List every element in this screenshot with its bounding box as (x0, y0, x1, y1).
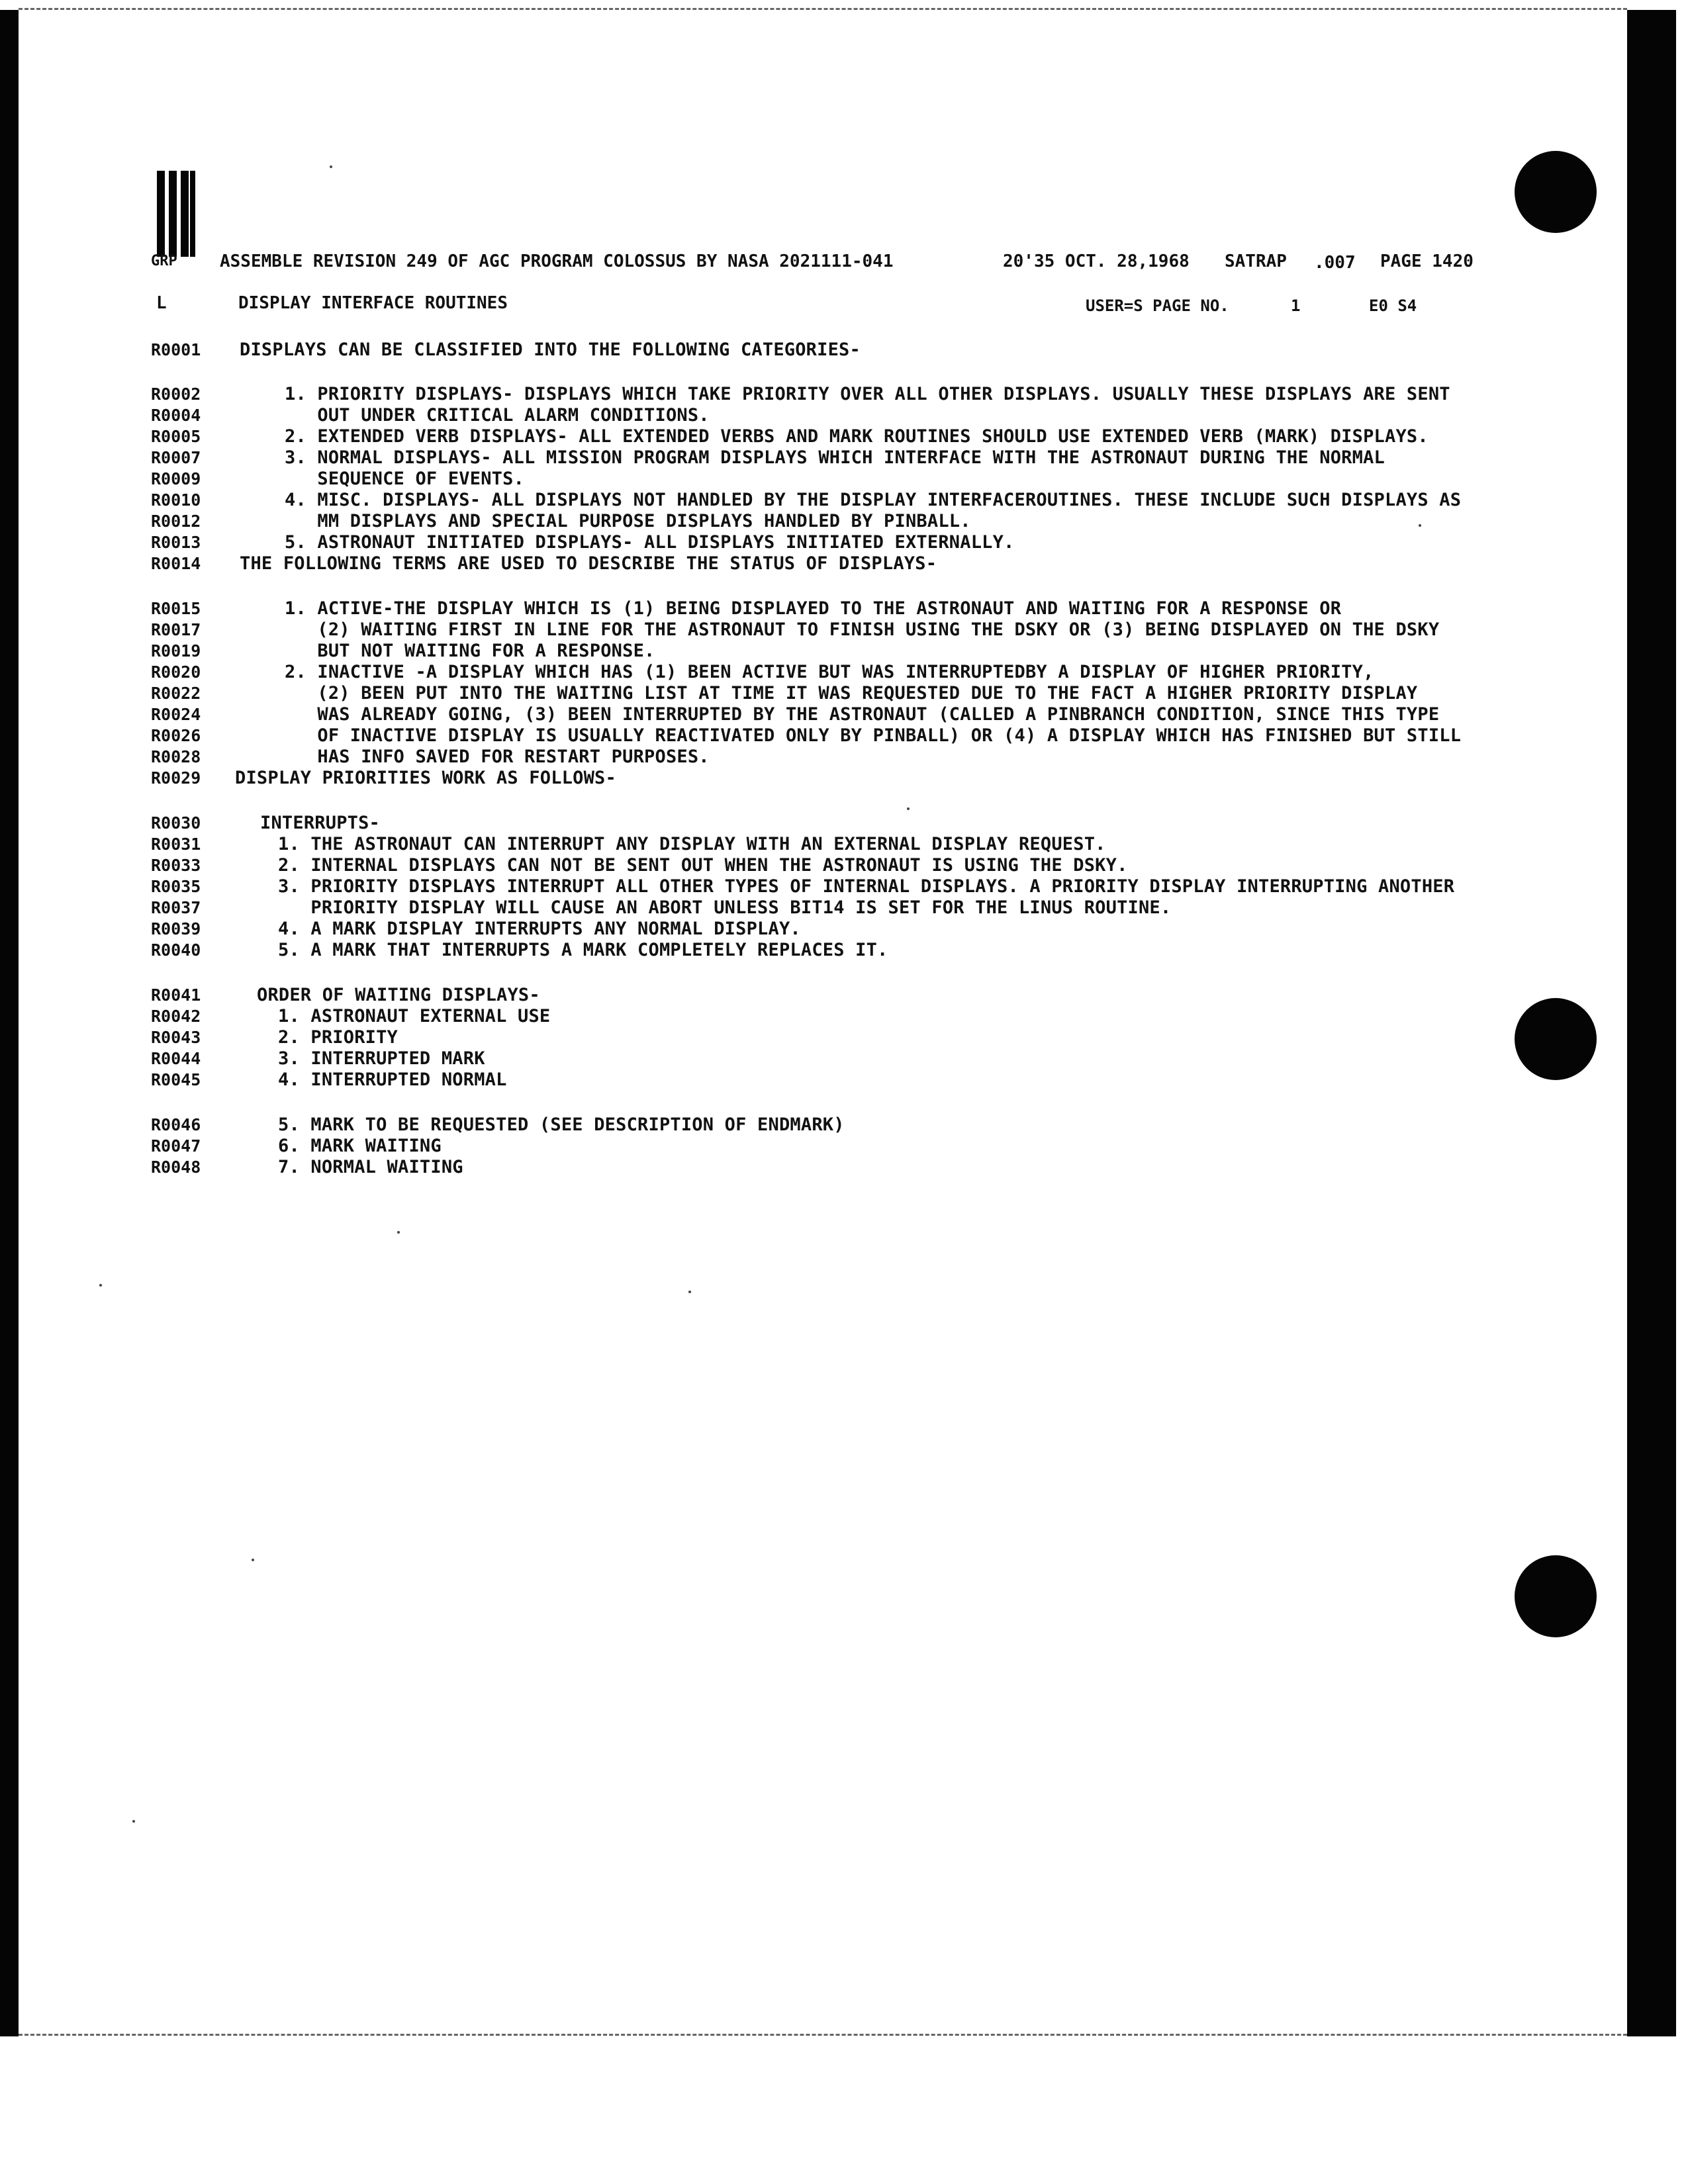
seq-number: R0040 (151, 940, 201, 960)
seq-number: R0037 (151, 898, 201, 917)
subheader-title: DISPLAY INTERFACE ROUTINES (238, 293, 508, 313)
seq-number: R0046 (151, 1115, 201, 1134)
listing-line: 1. PRIORITY DISPLAYS- DISPLAYS WHICH TAKE PRIORITY OVER ALL OTHER DISPLAYS. USUALLY THESE DISPLAYS ARE SENT (285, 384, 1450, 404)
subheader-users-page-label: USER=S PAGE NO. (1086, 296, 1229, 315)
listing-line: 2. INTERNAL DISPLAYS CAN NOT BE SENT OUT WHEN THE ASTRONAUT IS USING THE DSKY. (278, 855, 1128, 876)
seq-number: R0042 (151, 1007, 201, 1026)
scan-speck (688, 1291, 691, 1293)
scan-speck (907, 807, 910, 810)
listing-line: 4. INTERRUPTED NORMAL (278, 1069, 507, 1090)
listing-line: 2. INACTIVE -A DISPLAY WHICH HAS (1) BEEN ACTIVE BUT WAS INTERRUPTEDBY A DISPLAY OF HIGHER PRIORITY, (285, 662, 1374, 682)
listing-line: HAS INFO SAVED FOR RESTART PURPOSES. (285, 747, 710, 767)
listing-line: WAS ALREADY GOING, (3) BEEN INTERRUPTED BY THE ASTRONAUT (CALLED A PINBRANCH CONDITION, SINCE THIS TYPE (285, 704, 1440, 725)
subheader-users-page-number: 1 (1291, 296, 1301, 315)
seq-number: R0022 (151, 684, 201, 703)
listing-line: DISPLAY PRIORITIES WORK AS FOLLOWS- (235, 768, 616, 788)
bottom-edge-rule (19, 2034, 1627, 2036)
scan-speck (252, 1559, 254, 1561)
scan-speck (1419, 524, 1421, 527)
listing-line: 5. MARK TO BE REQUESTED (SEE DESCRIPTION OF ENDMARK) (278, 1115, 845, 1135)
seq-number: R0039 (151, 919, 201, 938)
header-version: .007 (1314, 253, 1356, 273)
seq-number: R0029 (151, 768, 201, 788)
seq-number: R0020 (151, 662, 201, 682)
seq-number: R0031 (151, 835, 201, 854)
listing-line: MM DISPLAYS AND SPECIAL PURPOSE DISPLAYS HANDLED BY PINBALL. (285, 511, 971, 531)
punch-hole-middle (1515, 998, 1597, 1080)
listing-line: OF INACTIVE DISPLAY IS USUALLY REACTIVATED ONLY BY PINBALL) OR (4) A DISPLAY WHICH HAS FINISHED BUT STILL (285, 725, 1462, 746)
seq-number: R0028 (151, 747, 201, 766)
listing-line: 3. NORMAL DISPLAYS- ALL MISSION PROGRAM DISPLAYS WHICH INTERFACE WITH THE ASTRONAUT DURING THE NORMAL (285, 447, 1385, 468)
seq-number: R0033 (151, 856, 201, 875)
seq-number: R0041 (151, 985, 201, 1005)
header-satrap: SATRAP (1225, 251, 1287, 271)
listing-line: 1. ASTRONAUT EXTERNAL USE (278, 1006, 551, 1026)
scan-speck (99, 1284, 102, 1287)
seq-number: R0048 (151, 1158, 201, 1177)
seq-number: R0005 (151, 427, 201, 446)
listing-line: 3. PRIORITY DISPLAYS INTERRUPT ALL OTHER TYPES OF INTERNAL DISPLAYS. A PRIORITY DISPLAY INTERRUPTING ANOTHER (278, 876, 1455, 897)
seq-number: R0009 (151, 469, 201, 488)
seq-number: R0001 (151, 340, 201, 359)
page-separator-marker (156, 171, 195, 257)
listing-line: 5. ASTRONAUT INITIATED DISPLAYS- ALL DISPLAYS INITIATED EXTERNALLY. (285, 532, 1015, 553)
scan-speck (132, 1820, 135, 1823)
listing-line: DISPLAYS CAN BE CLASSIFIED INTO THE FOLLOWING CATEGORIES- (240, 340, 861, 360)
listing-line: ORDER OF WAITING DISPLAYS- (257, 985, 540, 1005)
seq-number: R0014 (151, 554, 201, 573)
scan-speck (397, 1231, 400, 1234)
seq-number: R0043 (151, 1028, 201, 1047)
listing-line: 5. A MARK THAT INTERRUPTS A MARK COMPLETELY REPLACES IT. (278, 940, 888, 960)
seq-number: R0010 (151, 490, 201, 510)
seq-number: R0019 (151, 641, 201, 660)
listing-line: 6. MARK WAITING (278, 1136, 442, 1156)
scan-speck (330, 165, 332, 168)
listing-line: 3. INTERRUPTED MARK (278, 1048, 485, 1069)
left-scan-border (0, 10, 19, 2036)
listing-line: (2) WAITING FIRST IN LINE FOR THE ASTRONAUT TO FINISH USING THE DSKY OR (3) BEING DISPLAYED ON THE DSKY (285, 619, 1440, 640)
listing-line: 4. MISC. DISPLAYS- ALL DISPLAYS NOT HANDLED BY THE DISPLAY INTERFACEROUTINES. THESE INCLUDE SUCH DISPLAYS AS (285, 490, 1462, 510)
header-page: PAGE 1420 (1380, 251, 1474, 271)
seq-number: R0017 (151, 620, 201, 639)
punch-hole-bottom (1515, 1555, 1597, 1637)
listing-line: (2) BEEN PUT INTO THE WAITING LIST AT TIME IT WAS REQUESTED DUE TO THE FACT A HIGHER PRIORITY DISPLAY (285, 683, 1418, 704)
seq-number: R0035 (151, 877, 201, 896)
subheader-code: E0 S4 (1369, 296, 1417, 315)
seq-number: R0024 (151, 705, 201, 724)
seq-number: R0047 (151, 1136, 201, 1156)
listing-line: 2. PRIORITY (278, 1027, 399, 1048)
listing-line: 2. EXTENDED VERB DISPLAYS- ALL EXTENDED VERBS AND MARK ROUTINES SHOULD USE EXTENDED VERB (MARK) DISPLAYS. (285, 426, 1429, 447)
listing-line: OUT UNDER CRITICAL ALARM CONDITIONS. (285, 405, 710, 426)
seq-number: R0002 (151, 385, 201, 404)
header-marker: GRP (151, 253, 177, 269)
listing-line: SEQUENCE OF EVENTS. (285, 469, 525, 489)
subheader-type: L (156, 293, 167, 313)
top-edge-rule (19, 8, 1627, 10)
header-time: 20'35 OCT. 28,1968 (1003, 251, 1190, 271)
seq-number: R0015 (151, 599, 201, 618)
listing-line: 7. NORMAL WAITING (278, 1157, 463, 1177)
seq-number: R0044 (151, 1049, 201, 1068)
right-scan-border (1627, 10, 1676, 2036)
header-assemble: ASSEMBLE REVISION 249 OF AGC PROGRAM COLOSSUS BY NASA 2021111-041 (220, 251, 894, 271)
seq-number: R0045 (151, 1070, 201, 1089)
seq-number: R0030 (151, 813, 201, 833)
listing-line: BUT NOT WAITING FOR A RESPONSE. (285, 641, 655, 661)
seq-number: R0026 (151, 726, 201, 745)
listing-line: 4. A MARK DISPLAY INTERRUPTS ANY NORMAL DISPLAY. (278, 919, 801, 939)
seq-number: R0013 (151, 533, 201, 552)
listing-line: INTERRUPTS- (260, 813, 381, 833)
listing-line: 1. ACTIVE-THE DISPLAY WHICH IS (1) BEING DISPLAYED TO THE ASTRONAUT AND WAITING FOR A RESPONSE OR (285, 598, 1342, 619)
listing-line: 1. THE ASTRONAUT CAN INTERRUPT ANY DISPLAY WITH AN EXTERNAL DISPLAY REQUEST. (278, 834, 1106, 854)
punch-hole-top (1515, 151, 1597, 233)
seq-number: R0012 (151, 512, 201, 531)
seq-number: R0007 (151, 448, 201, 467)
listing-line: THE FOLLOWING TERMS ARE USED TO DESCRIBE THE STATUS OF DISPLAYS- (240, 553, 937, 574)
seq-number: R0004 (151, 406, 201, 425)
listing-line: PRIORITY DISPLAY WILL CAUSE AN ABORT UNLESS BIT14 IS SET FOR THE LINUS ROUTINE. (278, 897, 1172, 918)
